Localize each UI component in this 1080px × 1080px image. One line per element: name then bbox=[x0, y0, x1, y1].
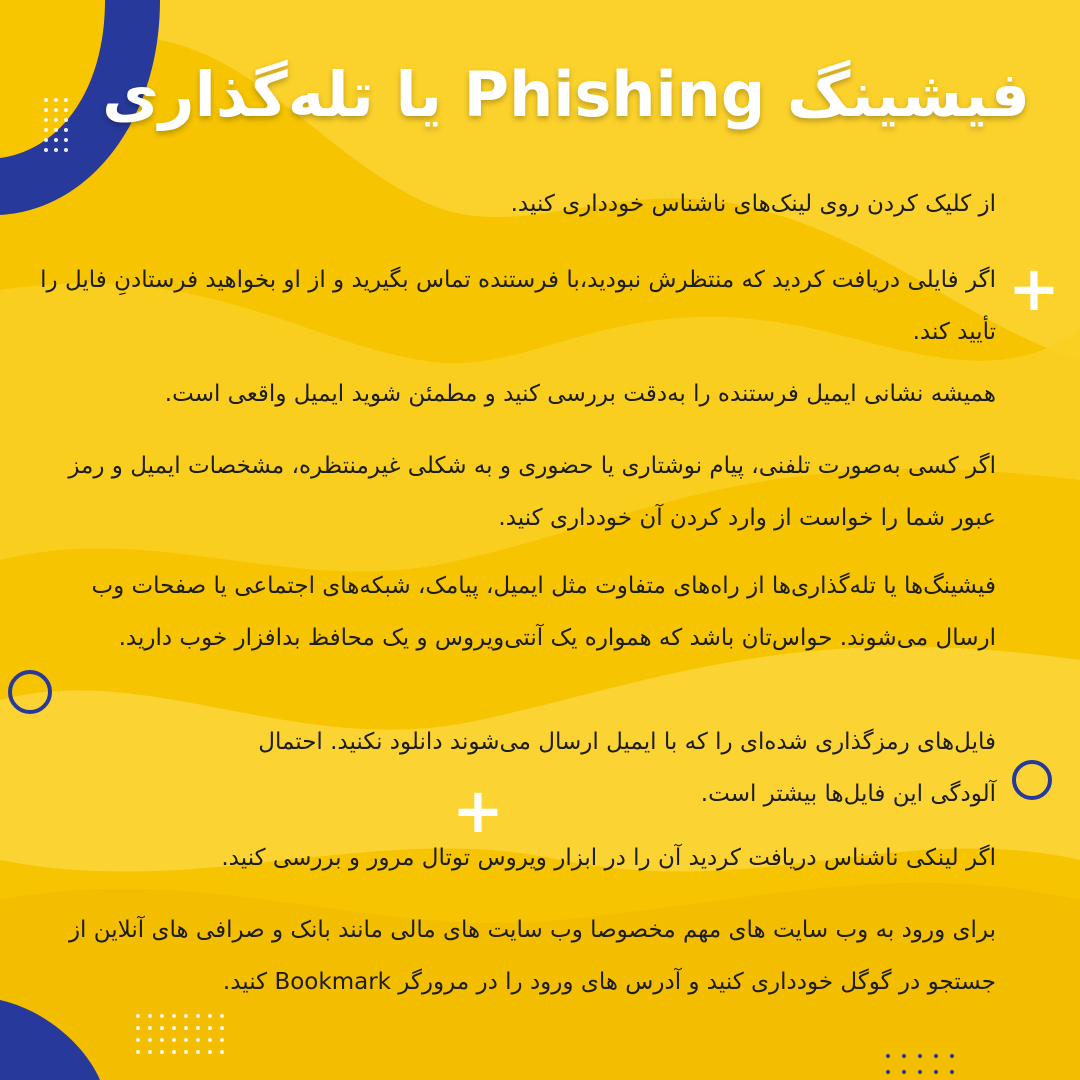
tip-paragraph: اگر لینکی ناشناس دریافت کردید آن را در ابزار ویروس توتال مرور و بررسی کنید. bbox=[221, 845, 996, 871]
tip-paragraph: اگر فایلی دریافت کردید که منتظرش نبودید،با فرستنده تماس بگیرید و از او بخواهید فرستادنِ فایل را تأیید کند. bbox=[40, 267, 996, 345]
plus-icon: + bbox=[1008, 252, 1060, 325]
tip-paragraph: فیشینگ‌ها یا تله‌گذاری‌ها از راه‌های متفاوت مثل ایمیل، پیامک، شبکه‌های اجتماعی یا صفحات وب ارسال می‌شوند. حواس‌تان باشد که همواره یک آنتی‌ویروس و یک محافظ بدافزار خوب دارید. bbox=[91, 573, 996, 651]
circle-ring-icon bbox=[8, 670, 52, 714]
tip-paragraph: فایل‌های رمزگذاری شده‌ای را که با ایمیل ارسال می‌شوند دانلود نکنید. احتمال آلودگی این فایل‌ها بیشتر است. bbox=[258, 729, 996, 807]
tip-paragraph: همیشه نشانی ایمیل فرستنده را به‌دقت بررسی کنید و مطمئن شوید ایمیل واقعی است. bbox=[164, 381, 996, 407]
tip-paragraph: اگر کسی به‌صورت تلفنی، پیام نوشتاری یا حضوری و به شکلی غیرمنتظره، مشخصات ایمیل و رمز عبور شما را خواست از وارد کردن آن خودداری کنید. bbox=[68, 453, 996, 531]
page-title: فیشینگ Phishing یا تله‌گذاری bbox=[102, 58, 1030, 131]
plus-icon: + bbox=[452, 774, 504, 847]
circle-ring-icon bbox=[1012, 760, 1052, 800]
tip-paragraph: از کلیک کردن روی لینک‌های ناشناس خودداری کنید. bbox=[510, 191, 996, 217]
tip-paragraph: برای ورود به وب سایت های مهم مخصوصا وب سایت های مالی مانند بانک و صرافی های آنلاین از جستجو در گوگل خودداری کنید و آدرس های ورود را در مرورگر Bookmark کنید. bbox=[68, 917, 996, 995]
